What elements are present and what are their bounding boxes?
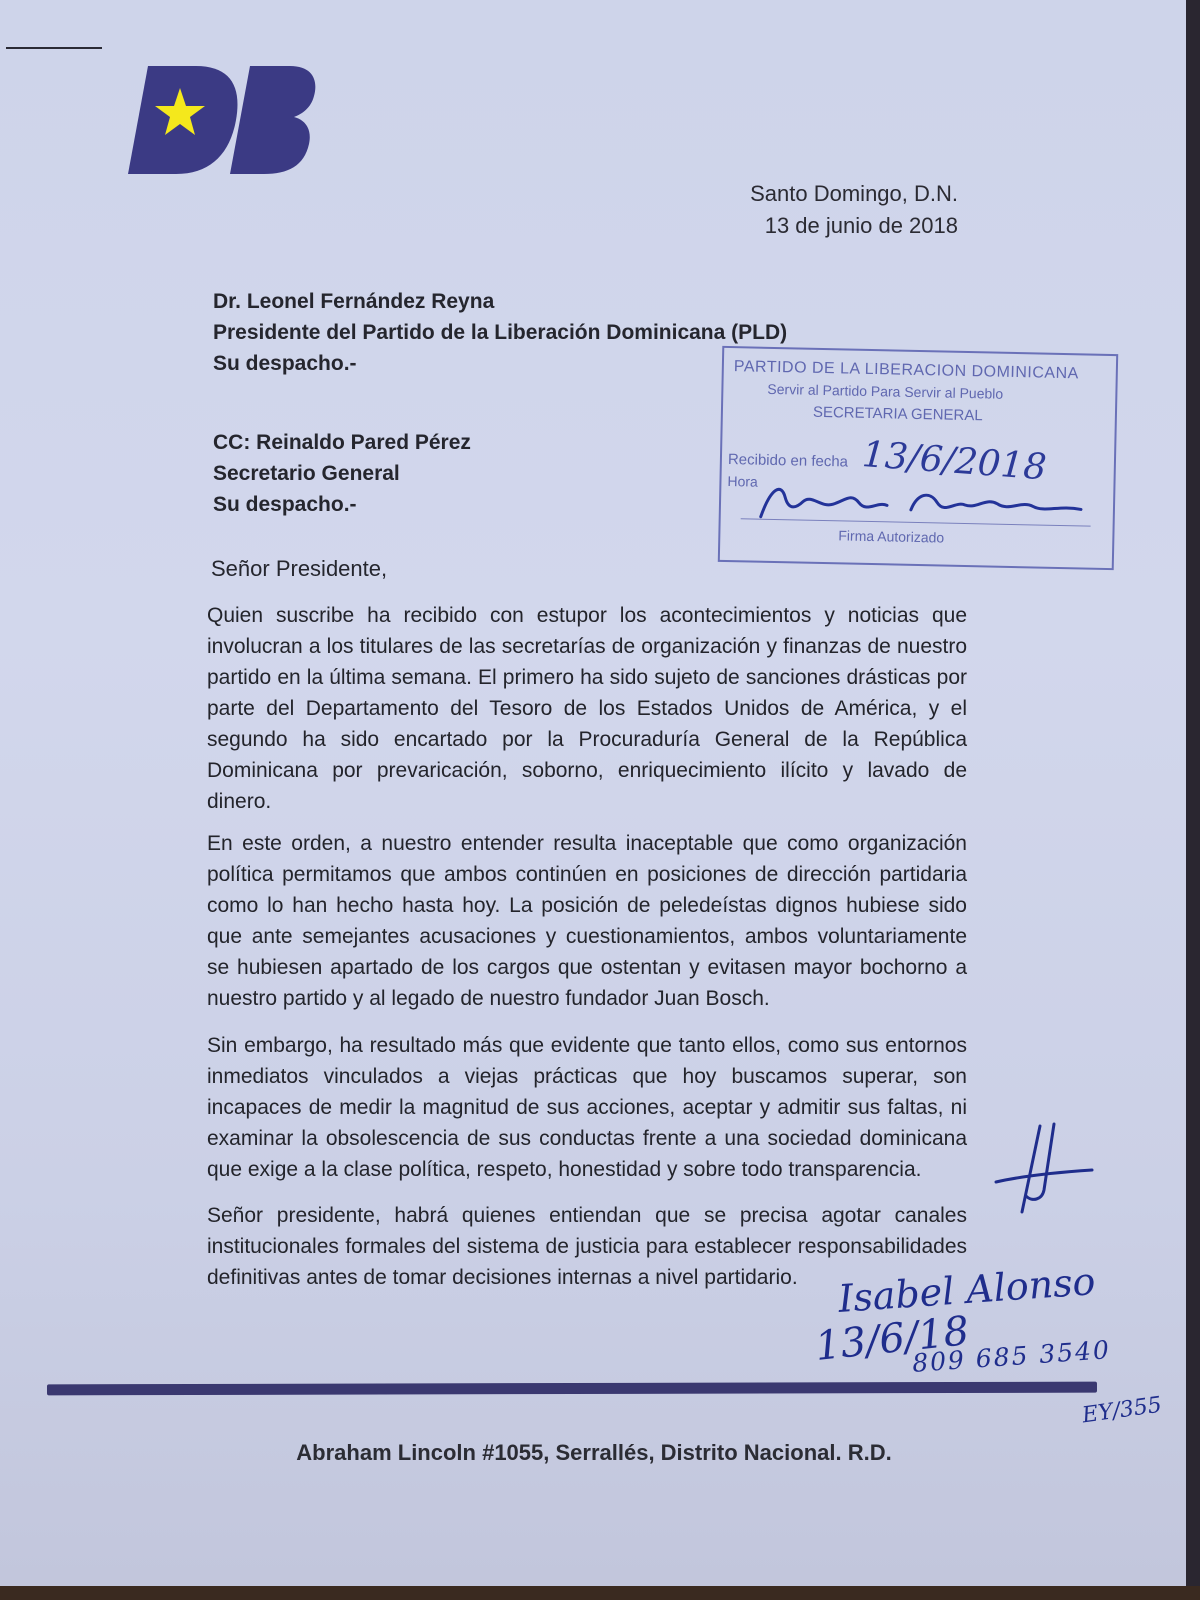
place-line: Santo Domingo, D.N. xyxy=(750,181,958,206)
addressee-office: Su despacho.- xyxy=(213,352,357,375)
background-edge-bottom xyxy=(0,1586,1200,1600)
stamp-department: SECRETARIA GENERAL xyxy=(812,403,983,425)
stamp-signature-label: Firma Autorizado xyxy=(838,527,945,546)
handwritten-date: 13/6/18 xyxy=(813,1308,972,1370)
stamp-received-label: Recibido en fecha xyxy=(727,451,849,471)
addressee-title: Presidente del Partido de la Liberación Dominicana (PLD) xyxy=(213,321,788,344)
cc-title: Secretario General xyxy=(213,462,400,485)
reception-stamp xyxy=(718,346,1118,570)
handwritten-initial xyxy=(992,1120,1097,1220)
date-block xyxy=(750,178,958,242)
salutation: Señor Presidente, xyxy=(211,556,388,581)
stamp-party-name: PARTIDO DE LA LIBERACION DOMINICANA xyxy=(733,358,1079,383)
cc-name: CC: Reinaldo Pared Pérez xyxy=(213,431,471,454)
handwritten-phone: 809 685 3540 xyxy=(911,1335,1112,1378)
handwritten-reference: EY/355 xyxy=(1080,1392,1164,1429)
addressee-block xyxy=(213,286,787,379)
footer-address: Abraham Lincoln #1055, Serrallés, Distrito Nacional. R.D. xyxy=(296,1440,892,1465)
corner-pen-mark xyxy=(6,47,102,49)
body-paragraph: En este orden, a nuestro entender resulta inaceptable que como organización política permitamos que ambos continúen en posiciones de dirección partidaria como lo han hecho hasta hoy. La posición de peledeístas dignos hubiese sido que ante semejantes acusaciones y cuestionamientos, ambos voluntariamente se hubiesen apartado de los cargos que ostentan y evitasen mayor bochorno a nuestro partido y al legado de nuestro fundador Juan Bosch. xyxy=(207,832,967,1010)
stamp-time-label: Hora xyxy=(727,473,758,490)
body-paragraph: Sin embargo, ha resultado más que evidente que tanto ellos, como sus entornos inmediatos vinculados a viejas prácticas que hoy buscamos superar, son incapaces de medir la magnitud de sus acciones, aceptar y admitir sus faltas, ni examinar la obsolescencia de sus conductas frente a una sociedad dominicana que exige a la clase política, respeto, honestidad y sobre todo transparencia. xyxy=(207,1034,967,1181)
party-logo xyxy=(118,62,318,180)
background-edge-right xyxy=(1186,0,1200,1600)
body-paragraph: Señor presidente, habrá quienes entiendan que se precisa agotar canales institucionales formales del sistema de justicia para establecer responsabilidades definitivas antes de tomar decisiones internas a nivel partidario. xyxy=(207,1204,967,1289)
stamp-received-date: 13/6/2018 xyxy=(860,434,1048,489)
addressee-name: Dr. Leonel Fernández Reyna xyxy=(213,290,495,313)
stamp-motto: Servir al Partido Para Servir al Pueblo xyxy=(767,380,1004,402)
footer-divider xyxy=(47,1382,1097,1396)
handwritten-name: Isabel Alonso xyxy=(836,1259,1097,1321)
date-line: 13 de junio de 2018 xyxy=(764,213,958,238)
cc-block xyxy=(213,427,471,520)
cc-office: Su despacho.- xyxy=(213,493,357,516)
body-paragraph: Quien suscribe ha recibido con estupor los acontecimientos y noticias que involucran a los titulares de las secretarías de organización y finanzas de nuestro partido en la última semana. El primero ha sido sujeto de sanciones drásticas por parte del Departamento del Tesoro de los Estados Unidos de América, y el segundo ha sido encartado por la Procuraduría General de la República Dominicana por prevaricación, soborno, enriquecimiento ilícito y lavado de dinero. xyxy=(207,604,967,813)
